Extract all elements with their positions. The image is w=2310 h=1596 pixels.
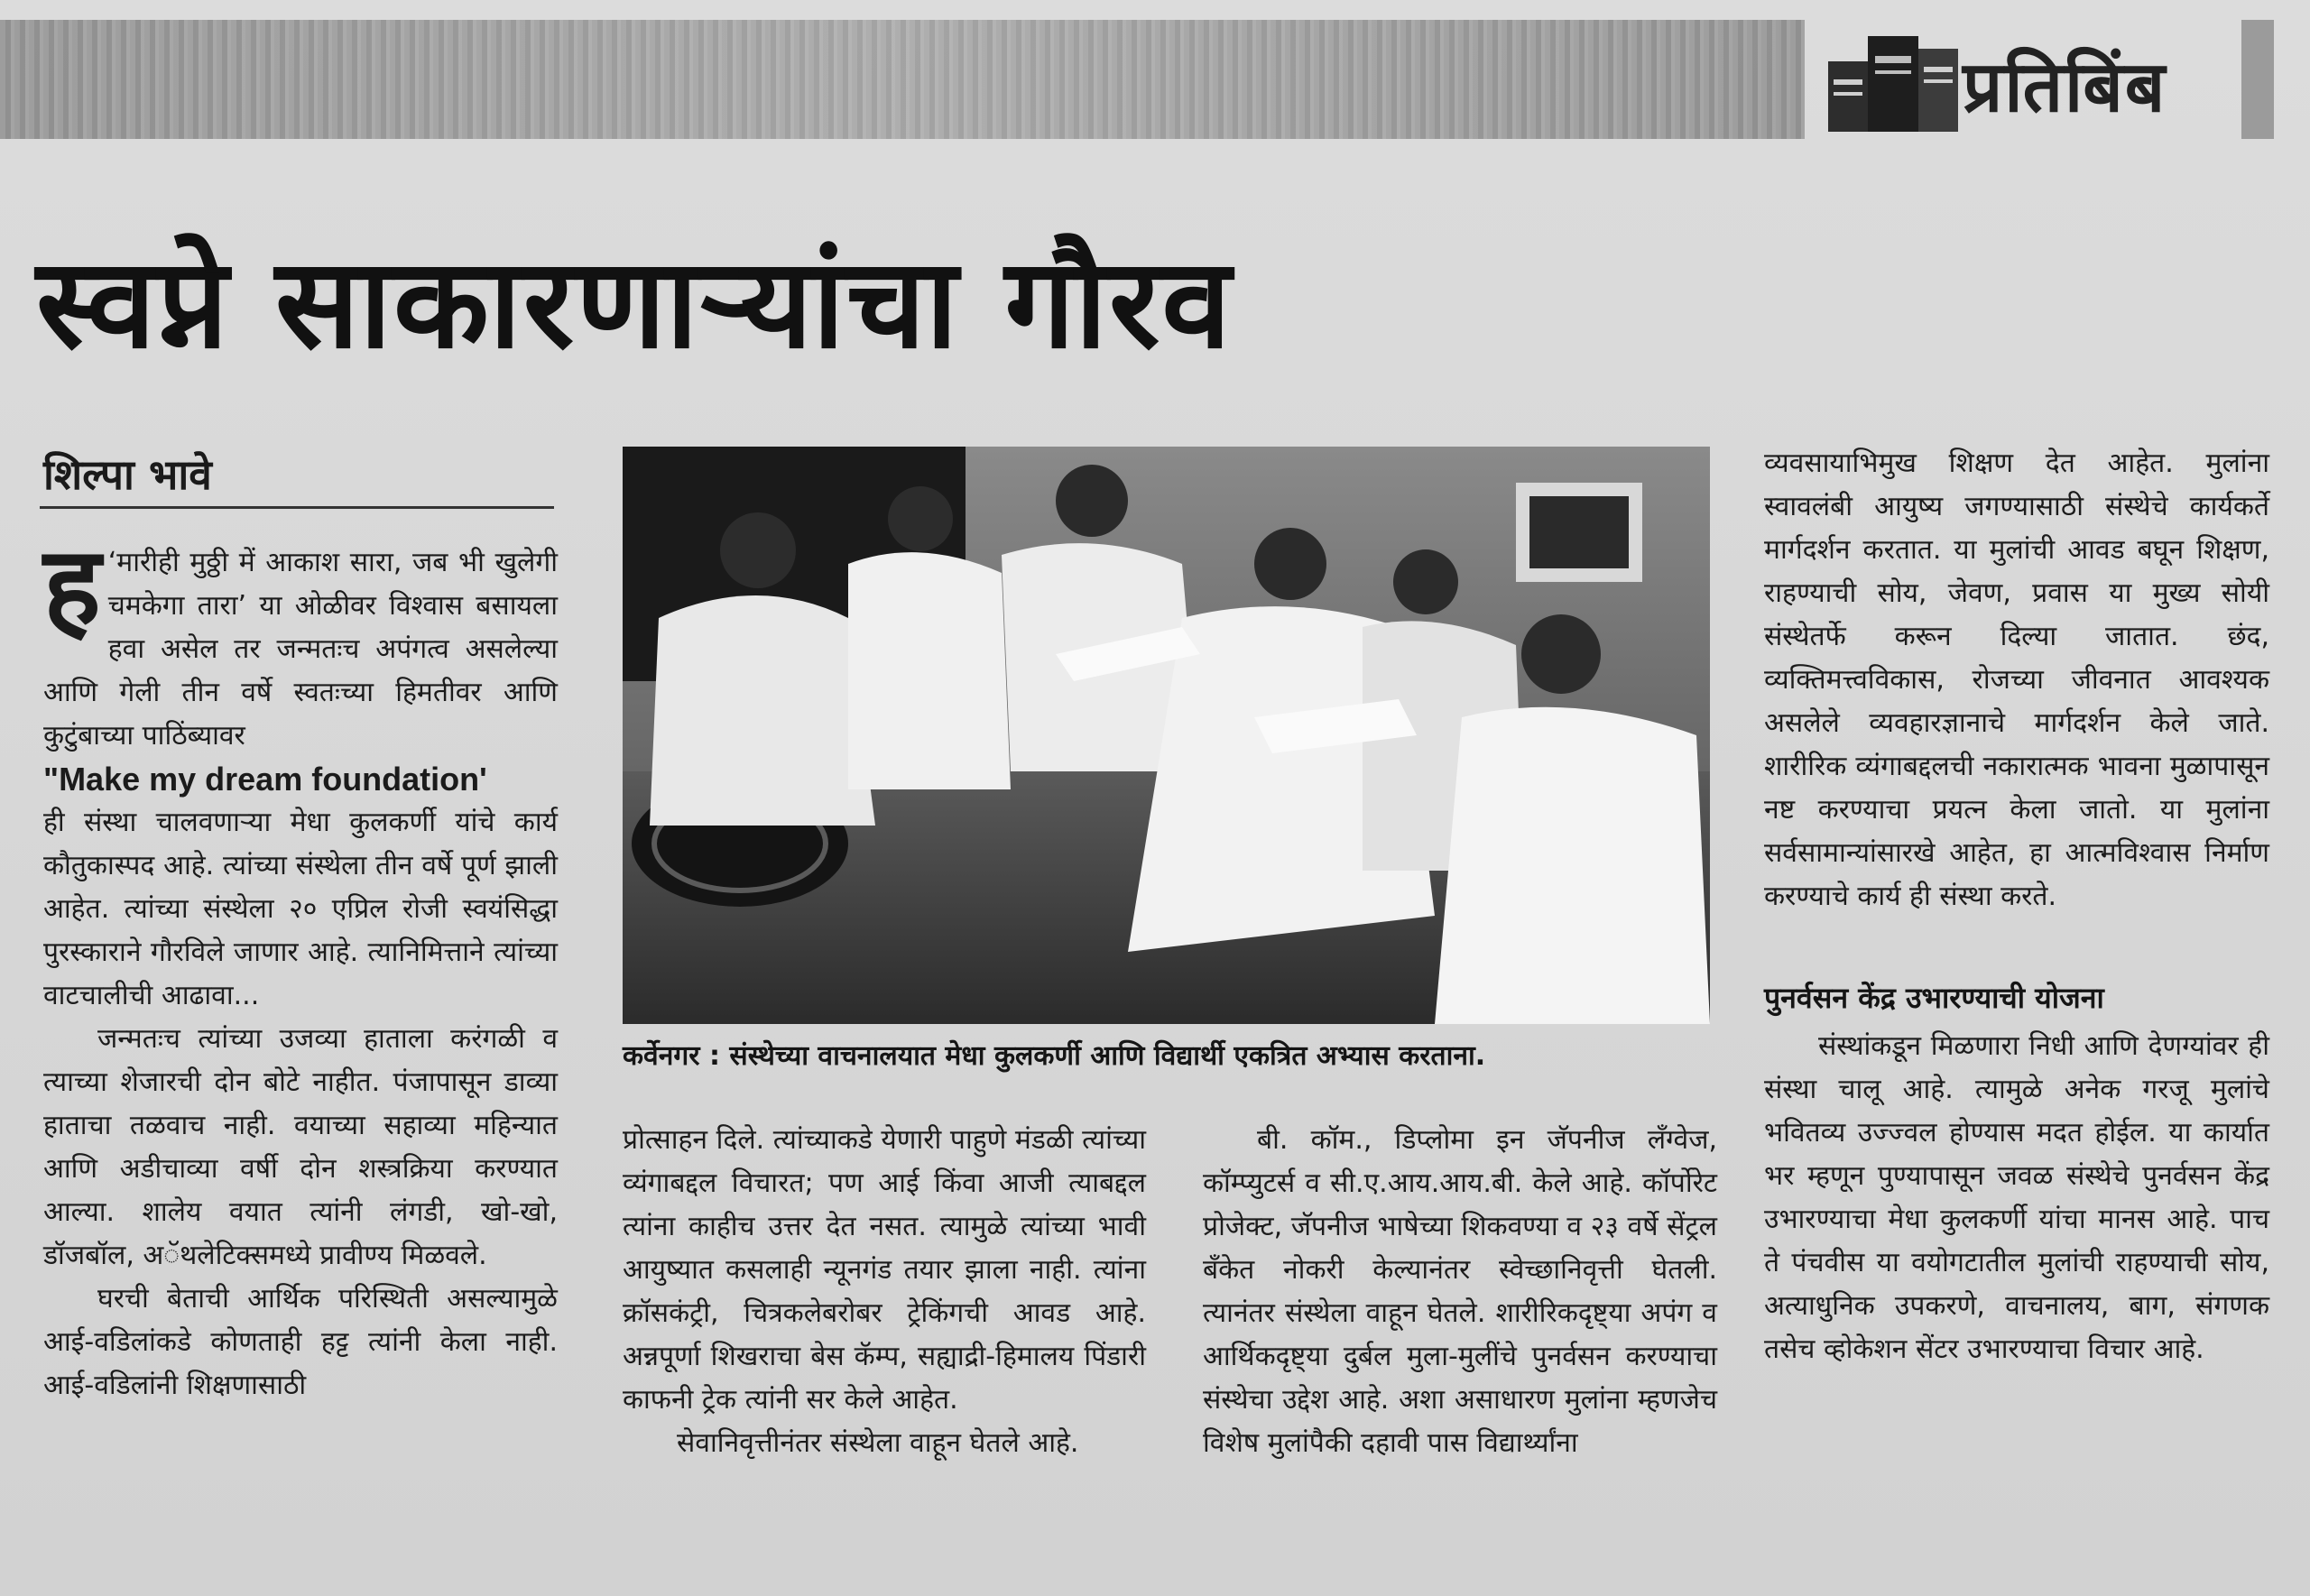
header-strip: [0, 20, 1805, 139]
paragraph: जन्मतःच त्यांच्या उजव्या हाताला करंगळी व त्याच्या शेजारची दोन बोटे नाहीत. पंजापासून डाव्या हाताचा तळवाच नाही. वयाच्या सहाव्या महिन्यात आणि अडीचाव्या वर्षी दोन शस्त्रक्रिया करण्यात आल्या. शालेय वयात त्यांनी लंगडी, खो-खो, डॉजबॉल, अॅथलेटिक्समध्ये प्रावीण्य मिळवले.: [43, 1023, 558, 1271]
foundation-name: "Make my dream foundation': [43, 761, 487, 798]
drop-cap: ह: [43, 522, 101, 650]
paragraph: संस्थांकडून मिळणारा निधी आणि देणग्यांवर ही संस्था चालू आहे. त्यामुळे अनेक गरजू मुलांचे भवितव्य उज्ज्वल होण्यास मदत होईल. या कार्यात भर म्हणून पुण्यापासून जवळ संस्थेचे पुनर्वसन केंद्र उभारण्याचा मेधा कुलकर्णी यांचा मानस आहे. पाच ते पंचवीस या वयोगटातील मुलांची राहण्याची सोय, अत्याधुनिक उपकरणे, वाचनालय, बाग, संगणक तसेच व्होकेशन सेंटर उभारण्याचा विचार आहे.: [1764, 1030, 2269, 1365]
intro-paragraph: [43, 522, 558, 1018]
intro-text: ‘मारीही मुठ्ठी में आकाश सारा, जब भी खुलेगी चमकेगा तारा’ या ओळीवर विश्वास बसायला हवा असेल तर जन्मतःच अपंगत्व असलेल्या आणि गेली तीन वर्षे स्वतःच्या हिमतीवर आणि कुटुंबाच्या पाठिंब्यावर: [43, 547, 558, 752]
paragraph: बी. कॉम., डिप्लोमा इन जॅपनीज लँग्वेज, कॉम्प्युटर्स व सी.ए.आय.आय.बी. केले आहे. कॉर्पोरेट प्रोजेक्ट, जॅपनीज भाषेच्या शिकवण्या व २३ वर्षे सेंट्रल बँकेत नोकरी केल्यानंतर स्वेच्छानिवृत्ती घेतली. त्यानंतर संस्थेला वाहून घेतले. शारीरिकदृष्ट्या अपंग व आर्थिकदृष्ट्या दुर्बल मुला-मुलींचे पुनर्वसन करण्याचा संस्थेचा उद्देश आहे. अशा असाधारण मुलांना म्हणजेच विशेष मुलांपैकी दहावी पास विद्यार्थ्यांना: [1203, 1124, 1717, 1459]
header-edge-bar: [2241, 20, 2274, 139]
photo-caption: कर्वेनगर : संस्थेच्या वाचनालयात मेधा कुलकर्णी आणि विद्यार्थी एकत्रित अभ्यास करताना.: [623, 1040, 1486, 1072]
paragraph: व्यवसायाभिमुख शिक्षण देत आहेत. मुलांना स्वावलंबी आयुष्य जगण्यासाठी संस्थेचे कार्यकर्ते मार्गदर्शन करतात. या मुलांची आवड बघून शिक्षण, राहण्याची सोय, जेवण, प्रवास या मुख्य सोयी संस्थेतर्फे करून दिल्या जातात. छंद, व्यक्तिमत्त्वविकास, रोजच्या जीवनात आवश्यक असलेले व्यवहारज्ञानाचे मार्गदर्शन केले जाते. शारीरिक व्यंगाबद्दलची नकारात्मक भावना मुळापासून नष्ट करण्याचा प्रयत्न केला जातो. या मुलांना सर्वसामान्यांसारखे आहेत, हा आत्मविश्वास निर्माण करण्याचे कार्य ही संस्था करते.: [1764, 447, 2269, 912]
section-title: प्रतिबिंब: [1963, 46, 2167, 128]
paragraph: सेवानिवृत्तीनंतर संस्थेला वाहून घेतले आहे.: [677, 1427, 1079, 1459]
article-byline: शिल्पा भावे: [43, 450, 212, 499]
article-column-3: [1203, 1119, 1717, 1465]
paragraph: प्रोत्साहन दिले. त्यांच्याकडे येणारी पाहुणे मंडळी त्यांच्या व्यंगाबद्दल विचारत; पण आई किंवा आजी त्याबद्दल त्यांना काहीच उत्तर देत नसत. त्यामुळे त्यांच्या भावी आयुष्यात कसलाही न्यूनगंड तयार झाला नाही. त्यांना क्रॉसकंट्री, चित्रकलेबरोबर ट्रेकिंगची आवड आहे. अन्नपूर्णा शिखराचा बेस कॅम्प, सह्याद्री-हिमालय पिंडारी काफनी ट्रेक त्यांनी सर केले आहेत.: [623, 1124, 1146, 1416]
books-icon: [1823, 29, 1967, 137]
subheading: पुनर्वसन केंद्र उभारण्याची योजना: [1764, 981, 2104, 1015]
byline-divider: [40, 506, 554, 509]
article-column-2: [623, 1119, 1146, 1465]
article-headline: स्वप्ने साकारणाऱ्यांचा गौरव: [36, 231, 1234, 376]
article-photo: [623, 447, 1710, 1024]
paragraph: घरची बेताची आर्थिक परिस्थिती असल्यामुळे आई-वडिलांकडे कोणताही हट्ट त्यांनी केला नाही. आई-वडिलांनी शिक्षणासाठी: [43, 1283, 558, 1401]
article-column-4: [1764, 442, 2269, 1371]
article-column-1: [43, 522, 558, 1407]
intro-text-continued: ही संस्था चालवणाऱ्या मेधा कुलकर्णी यांचे कार्य कौतुकास्पद आहे. त्यांच्या संस्थेला तीन वर्षे पूर्ण झाली आहेत. त्यांच्या संस्थेला २० एप्रिल रोजी स्वयंसिद्धा पुरस्काराने गौरविले जाणार आहे. त्यानिमित्ताने त्यांच्या वाटचालीची आढावा...: [43, 807, 558, 1011]
